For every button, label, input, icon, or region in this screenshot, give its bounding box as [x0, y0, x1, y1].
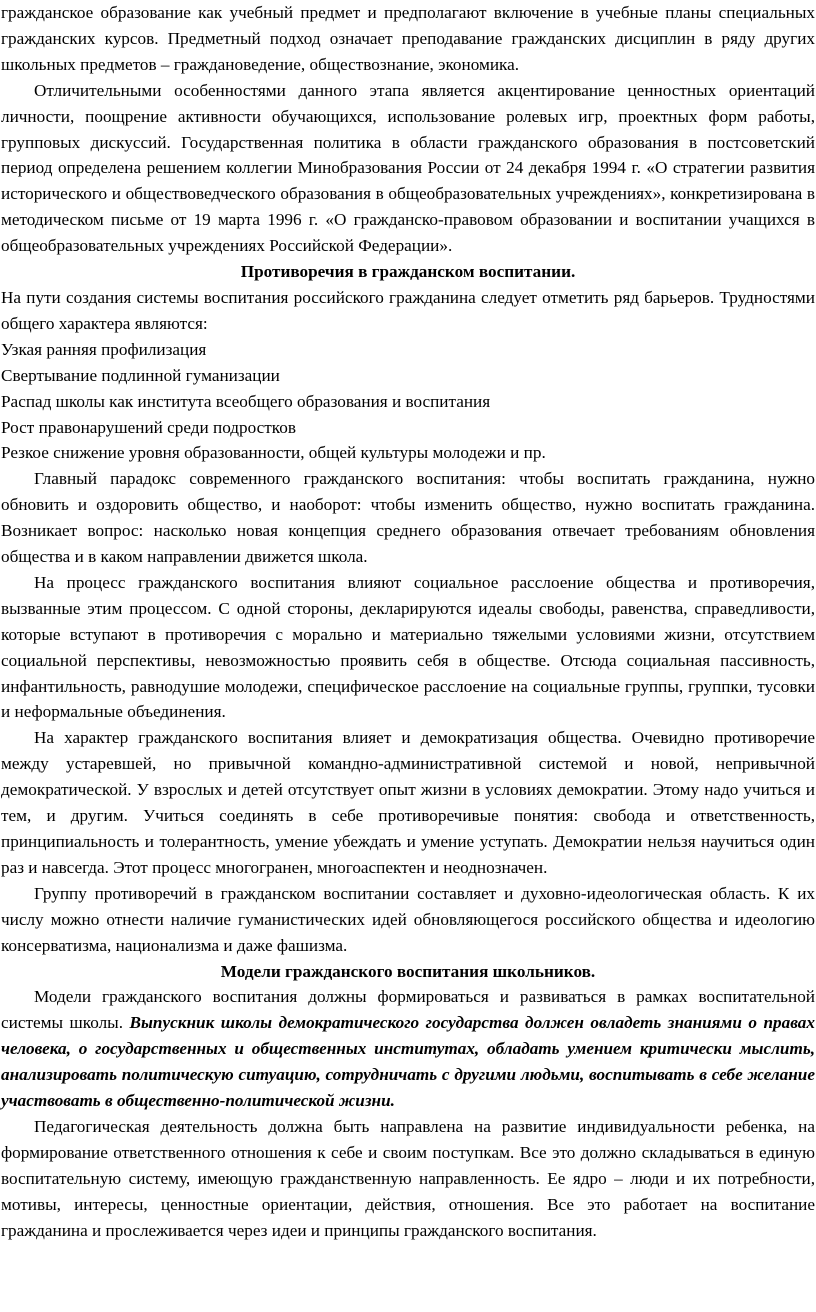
section-heading-contradictions: Противоречия в гражданском воспитании.	[240, 262, 576, 282]
paragraph-8-text: Модели гражданского воспитания должны формироваться и развиваться в рамках воспитательной системы школы.	[1, 987, 815, 1033]
paragraph-9: Педагогическая деятельность должна быть направлена на развитие индивидуальности ребенка, на формирование ответственного отношения к себе и своим поступкам. Все это должно складываться в единую воспитательную систему, имеющую гражданственную направленность. Ее ядро – люди и их потребности, мотивы, интересы, ценностные ориентации, действия, отношения. Все это работает на воспитание гражданина и прослеживается через идеи и принципы гражданского воспитания.	[1, 1116, 815, 1240]
paragraph-1: гражданское образование как учебный предмет и предполагают включение в учебные планы специальных гражданских курсов. Предметный подход означает преподавание гражданских дисциплин в ряду других школьных предметов – граждановедение, обществознание, экономика.	[1, 3, 815, 74]
paragraph-5: На процесс гражданского воспитания влияют социальное расслоение общества и противоречия, вызванные этим процессом. С одной стороны, декларируются идеалы свободы, равенства, справедливости, которые вступают в противоречия с морально и материально тяжелыми условиями жизни, отсутствием социальной перспективы, невозможностью проявить себя в обществе. Отсюда социальная пассивность, инфантильность, равнодушие молодежи, специфическое расслоение на социальные группы, группки, тусовки и неформальные объединения.	[1, 572, 815, 722]
paragraph-8-emphasis: Выпускник школы демократического государства должен овладеть знаниями о правах человека, о государственных и общественных институтах, обладать умением критически мыслить, анализировать политическую ситуацию, сотрудничать с другими людьми, воспитывать в себе желание участвовать в общественно-политической жизни.	[1, 1013, 815, 1111]
paragraph-3: На пути создания системы воспитания российского гражданина следует отметить ряд барьеров. Трудностями общего характера являются:	[1, 287, 815, 333]
difficulties-list	[1, 337, 815, 467]
paragraph-6: На характер гражданского воспитания влияет и демократизация общества. Очевидно противоречие между устаревшей, но привычной командно-административной системой и новой, непривычной демократической. У взрослых и детей отсутствует опыт жизни в условиях демократии. Этому надо учиться и тем, и другим. Учиться соединять в себе противоречивые понятия: свобода и ответственность, принципиальность и толерантность, умение убеждать и умение уступать. Демократии нельзя научиться один раз и навсегда. Этот процесс многогранен, многоаспектен и неоднозначен.	[1, 728, 815, 877]
list-item: Свертывание подлинной гуманизации	[1, 365, 280, 385]
list-item: Рост правонарушений среди подростков	[1, 417, 296, 437]
list-item: Узкая ранняя профилизация	[1, 339, 207, 359]
paragraph-7: Группу противоречий в гражданском воспитании составляет и духовно-идеологическая область. К их числу можно отнести наличие гуманистических идей обновляющегося российского общества и идеологию консерватизма, национализма и даже фашизма.	[1, 883, 815, 955]
list-item: Распад школы как института всеобщего образования и воспитания	[1, 391, 491, 411]
section-heading-models: Модели гражданского воспитания школьников.	[220, 961, 596, 981]
list-item: Резкое снижение уровня образованности, общей культуры молодежи и пр.	[1, 443, 546, 463]
paragraph-4: Главный парадокс современного гражданского воспитания: чтобы воспитать гражданина, нужно обновить и оздоровить общество, и наоборот: чтобы изменить общество, нужно воспитать гражданина. Возникает вопрос: насколько новая концепция среднего образования отвечает требованиям обновления общества и в каком направлении движется школа.	[1, 469, 815, 567]
paragraph-8	[1, 984, 815, 1114]
paragraph-2: Отличительными особенностями данного этапа является акцентирование ценностных ориентаций личности, поощрение активности обучающихся, использование ролевых игр, проектных форм работы, групповых дискуссий. Государственная политика в области гражданского образования в постсоветский период определена решением коллегии Минобразования России от 24 декабря 1994 г. «О стратегии развития исторического и обществоведческого образования в общеобразовательных учреждениях», конкретизирована в методическом письме от 19 марта 1996 г. «О гражданско-правовом образовании и воспитании учащихся в общеобразовательных учреждениях Российской Федерации».	[1, 80, 815, 256]
